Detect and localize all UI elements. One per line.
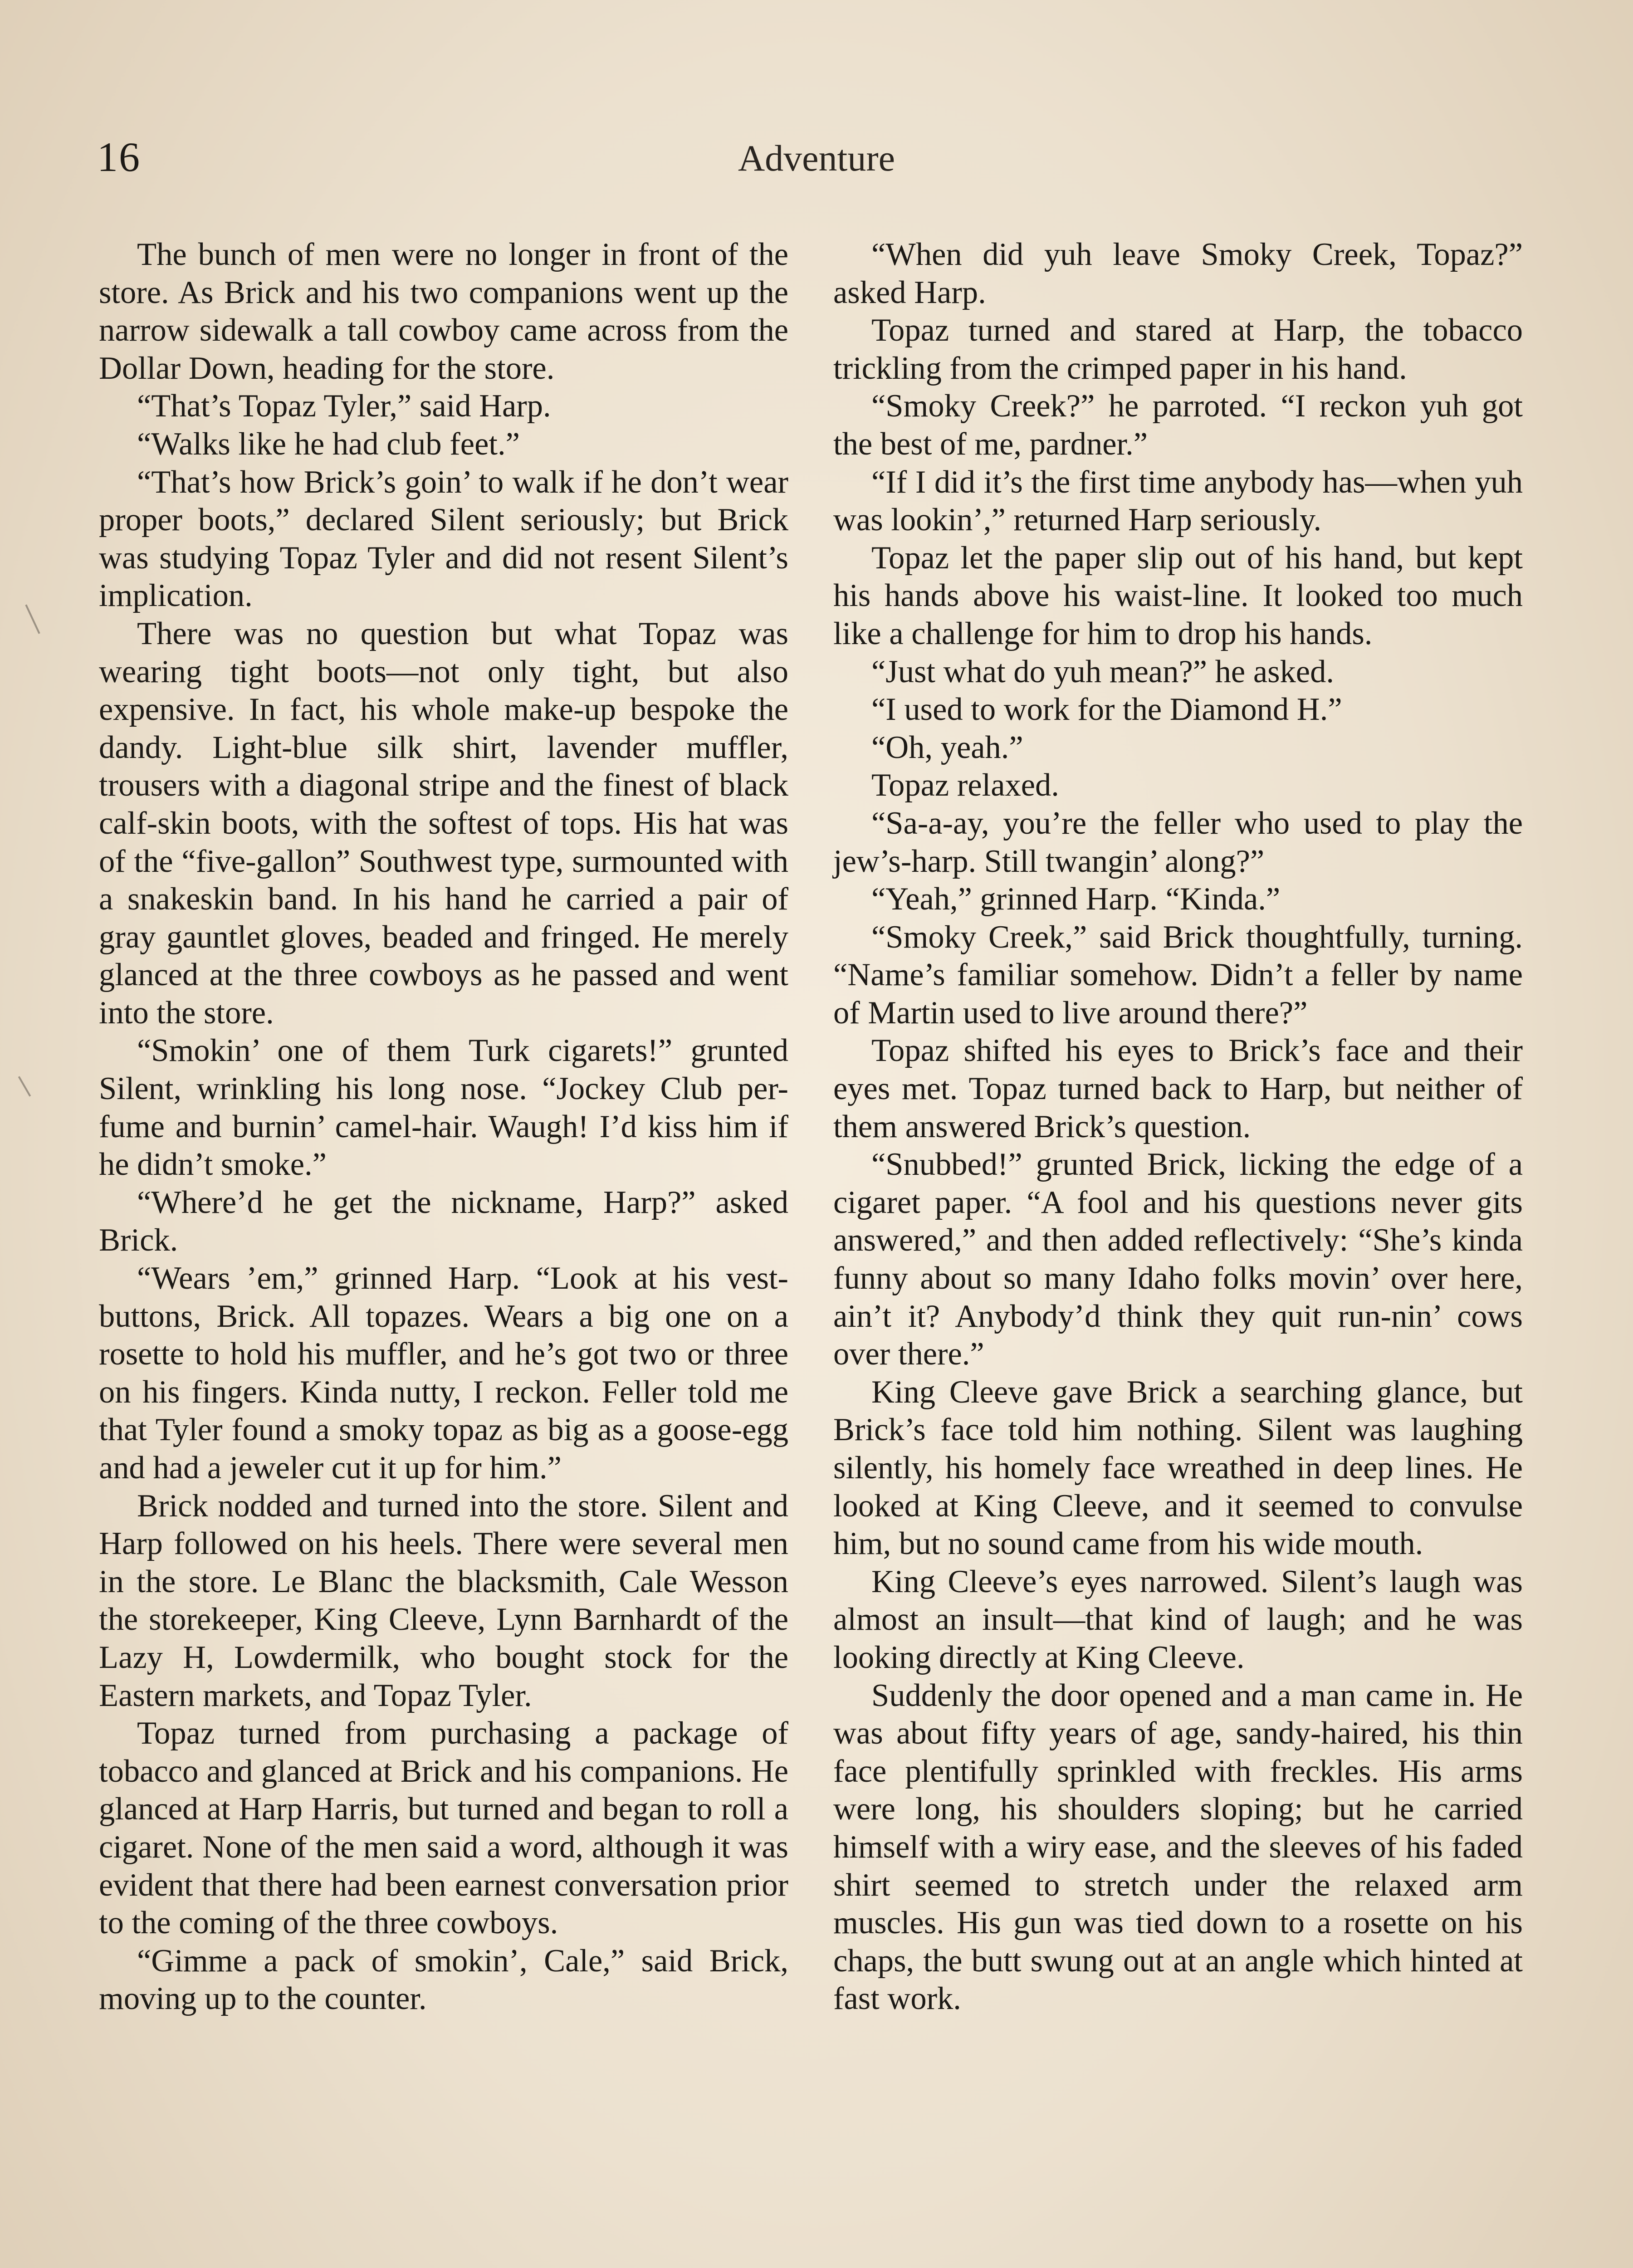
paragraph: “Where’d he get the nickname, Harp?” asked Brick. [99,1184,788,1258]
text-column-right [833,236,1523,2018]
paragraph: Topaz turned and stared at Harp, the tobacco trickling from the crimped paper in his hand. [833,313,1523,386]
paragraph: Topaz turned from purchasing a package of tobacco and glanced at Brick and his companions. He glanced at Harp Harris, but turned and began to roll a cigaret. None of the men said a word, although it was evident that there had been earnest conversation prior to the coming of the three cowboys. [99,1716,788,1941]
paragraph: “Just what do yuh mean?” he asked. [871,654,1334,689]
paragraph: “That’s how Brick’s goin’ to walk if he don’t wear proper boots,” declared Silent seriously; but Brick was studying Topaz Tyler and did not resent Silent’s implication. [99,464,788,614]
running-head-title: Adventure [738,137,895,179]
paragraph: Topaz let the paper slip out of his hand, but kept his hands above his waist-line. It looked too much like a challenge for him to drop his hands. [833,540,1523,651]
paragraph: The bunch of men were no longer in front of the store. As Brick and his two companions went up the narrow sidewalk a tall cowboy came across from the Dollar Down, heading for the store. [99,237,788,386]
paragraph: “Smokin’ one of them Turk cigarets!” grunted Silent, wrinkling his long nose. “Jockey Club per-fume and burnin’ camel-hair. Waugh! I’d kiss him if he didn’t smoke.” [99,1033,788,1183]
paragraph: “Smoky Creek?” he parroted. “I reckon yuh got the best of me, pardner.” [833,388,1523,462]
paragraph: “If I did it’s the first time anybody has—when yuh was lookin’,” returned Harp seriously. [833,464,1523,538]
page-number: 16 [97,134,141,180]
paragraph: Suddenly the door opened and a man came in. He was about fifty years of age, sandy-haired, his thin face plentifully sprinkled with freckles. His arms were long, his shoulders sloping; but he carried himself with a wiry ease, and the sleeves of his faded shirt seemed to stretch under the relaxed arm muscles. His gun was tied down to a rosette on his chaps, the butt swung out at an angle which hinted at fast work. [833,1677,1523,2017]
paragraph: “Smoky Creek,” said Brick thoughtfully, turning. “Name’s familiar somehow. Didn’t a feller by name of Martin used to live around there?” [833,919,1523,1031]
paragraph: Brick nodded and turned into the store. Silent and Harp followed on his heels. There were several men in the store. Le Blanc the blacksmith, Cale Wesson the storekeeper, King Cleeve, Lynn Barnhardt of the Lazy H, Lowdermilk, who bought stock for the Eastern markets, and Topaz Tyler. [99,1488,788,1713]
paragraph: “I used to work for the Diamond H.” [871,692,1342,728]
paragraph: “Gimme a pack of smokin’, Cale,” said Brick, moving up to the counter. [99,1943,788,2017]
margin-mark-left [25,604,40,634]
paragraph: There was no question but what Topaz was wearing tight boots—not only tight, but also expensive. In fact, his whole make-up bespoke the dandy. Light-blue silk shirt, lavender muffler, trousers with a diagonal stripe and the finest of black calf-skin boots, with the softest of tops. His hat was of the “five-gallon” Southwest type, surmounted with a snakeskin band. In his hand he carried a pair of gray gauntlet gloves, beaded and fringed. He merely glanced at the three cowboys as he passed and went into the store. [99,616,788,1031]
paragraph: Topaz shifted his eyes to Brick’s face and their eyes met. Topaz turned back to Harp, but neither of them answered Brick’s question. [833,1033,1523,1144]
paragraph: King Cleeve gave Brick a searching glance, but Brick’s face told him nothing. Silent was laughing silently, his homely face wreathed in deep lines. He looked at King Cleeve, and it seemed to convulse him, but no sound came from his wide mouth. [833,1374,1523,1562]
paragraph: “Walks like he had club feet.” [137,426,520,462]
margin-mark-left-lower [18,1076,31,1096]
paragraph: “Wears ’em,” grinned Harp. “Look at his vest-buttons, Brick. All topazes. Wears a big one on a rosette to hold his muffler, and he’s got two or three on his fingers. Kinda nutty, I reckon. Feller told me that Tyler found a smoky topaz as big as a goose-egg and had a jeweler cut it up for him.” [99,1261,788,1486]
text-column-left [99,236,788,2018]
paragraph: “That’s Topaz Tyler,” said Harp. [137,388,551,424]
paragraph: “Yeah,” grinned Harp. “Kinda.” [871,881,1281,917]
paragraph: “Oh, yeah.” [871,729,1023,765]
paragraph: Topaz relaxed. [871,767,1059,803]
paragraph: “When did yuh leave Smoky Creek, Topaz?” asked Harp. [833,237,1523,310]
paragraph: King Cleeve’s eyes narrowed. Silent’s laugh was almost an insult—that kind of laugh; and he was looking directly at King Cleeve. [833,1564,1523,1675]
paragraph: “Snubbed!” grunted Brick, licking the edge of a cigaret paper. “A fool and his questions never gits answered,” and then added reflectively: “She’s kinda funny about so many Idaho folks movin’ over here, ain’t it? Anybody’d think they quit run-nin’ cows over there.” [833,1147,1523,1372]
paragraph: “Sa-a-ay, you’re the feller who used to play the jew’s-harp. Still twangin’ along?” [833,805,1523,879]
